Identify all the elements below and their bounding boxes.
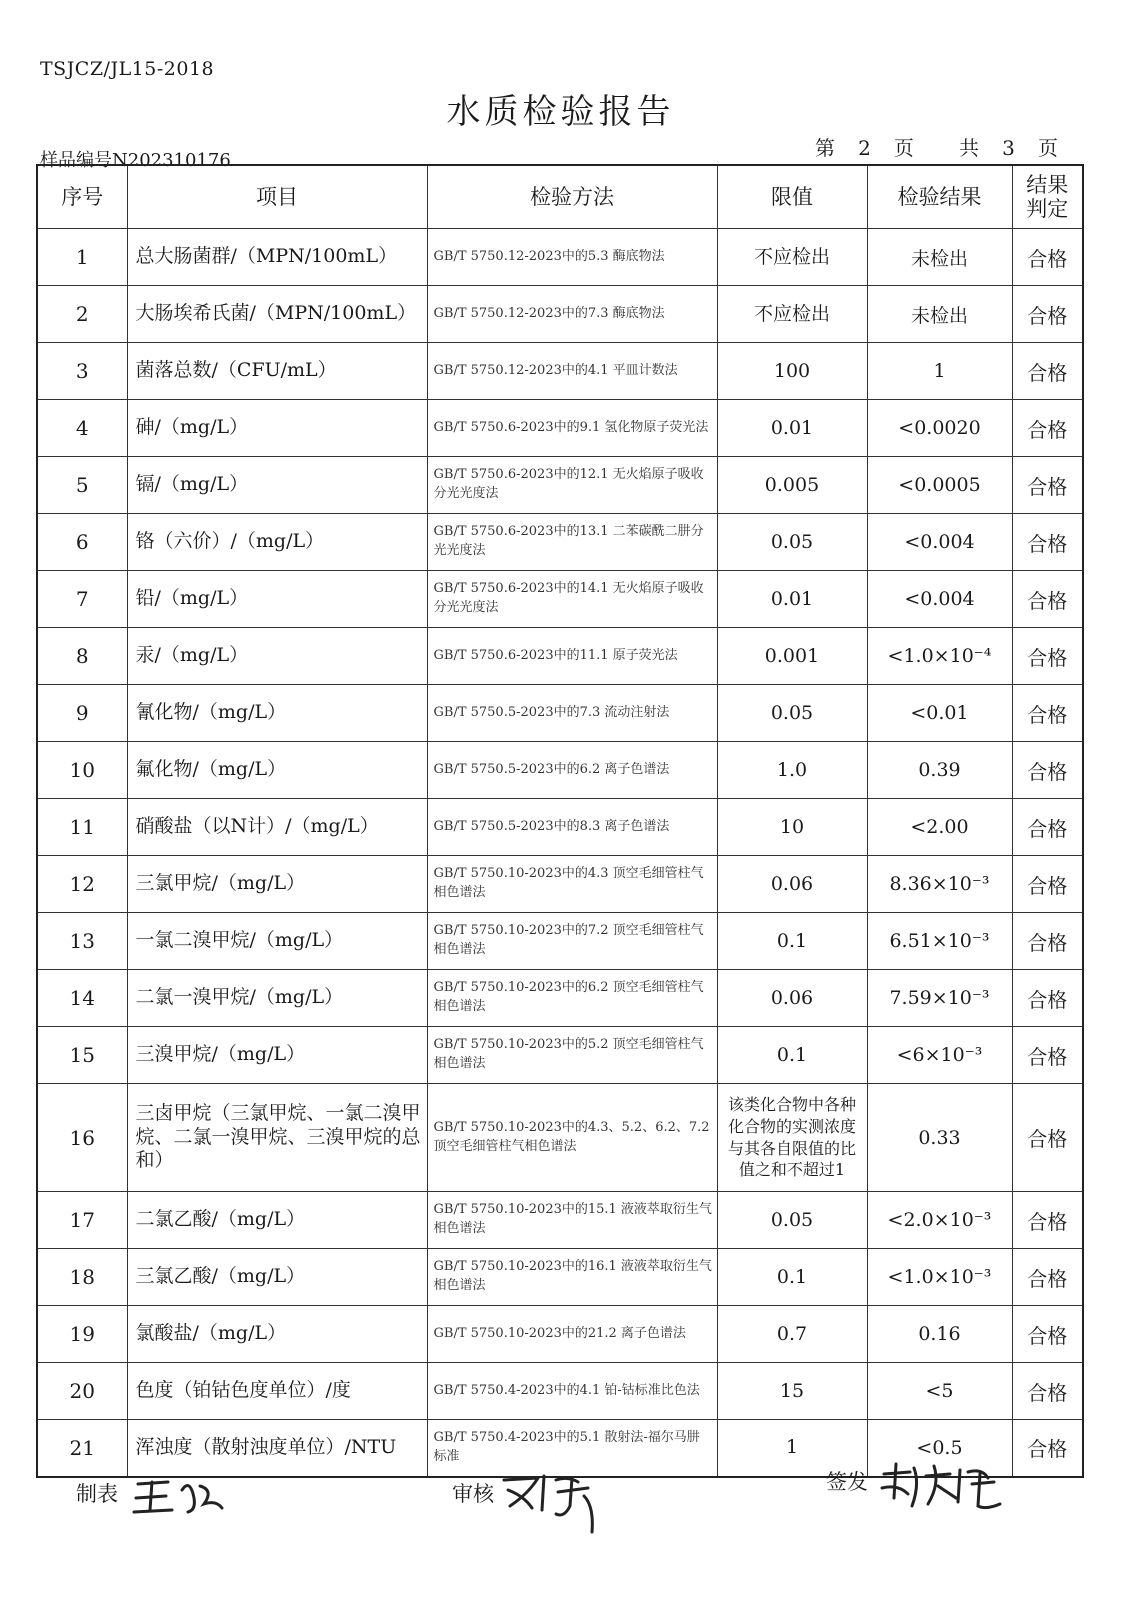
document-code: TSJCZ/JL15-2018 [40,58,215,80]
test-method: GB/T 5750.12-2023中的4.1 平皿计数法 [427,343,717,400]
judgement: 合格 [1012,1363,1083,1420]
table-row [37,1306,1083,1363]
test-item: 三氯甲烷/（mg/L） [127,856,427,913]
limit-value: 0.1 [717,1027,867,1084]
test-method: GB/T 5750.12-2023中的5.3 酶底物法 [427,229,717,286]
test-item: 铅/（mg/L） [127,571,427,628]
page-label-post: 页 [1037,136,1059,160]
row-number: 18 [37,1249,127,1306]
judgement: 合格 [1012,457,1083,514]
table-row [37,343,1083,400]
test-result: 未检出 [867,229,1012,286]
report-title: 水质检验报告 [446,92,675,132]
test-method: GB/T 5750.6-2023中的13.1 二苯碳酰二肼分光光度法 [427,514,717,571]
test-result: <6×10⁻³ [867,1027,1012,1084]
issued-by-label: 签发 [826,1470,868,1494]
table-row [37,742,1083,799]
test-result: <2.0×10⁻³ [867,1192,1012,1249]
row-number: 10 [37,742,127,799]
row-number: 16 [37,1084,127,1192]
row-number: 9 [37,685,127,742]
limit-value: 15 [717,1363,867,1420]
test-item: 三卤甲烷（三氯甲烷、一氯二溴甲烷、二氯一溴甲烷、三溴甲烷的总和） [127,1084,427,1192]
row-number: 17 [37,1192,127,1249]
test-item: 三氯乙酸/（mg/L） [127,1249,427,1306]
column-header-no: 序号 [37,165,127,229]
table-row [37,1363,1083,1420]
test-item: 二氯一溴甲烷/（mg/L） [127,970,427,1027]
test-result: 8.36×10⁻³ [867,856,1012,913]
table-row [37,514,1083,571]
reviewed-by-signature [498,1466,608,1536]
limit-value: 1.0 [717,742,867,799]
test-result: <5 [867,1363,1012,1420]
column-header-result: 检验结果 [867,165,1012,229]
test-method: GB/T 5750.5-2023中的6.2 离子色谱法 [427,742,717,799]
table-row [37,856,1083,913]
limit-value: 0.06 [717,856,867,913]
test-result: <2.00 [867,799,1012,856]
limit-value: 0.1 [717,1249,867,1306]
judgement: 合格 [1012,685,1083,742]
test-method: GB/T 5750.6-2023中的12.1 无火焰原子吸收分光光度法 [427,457,717,514]
row-number: 15 [37,1027,127,1084]
test-result: 未检出 [867,286,1012,343]
test-item: 氟化物/（mg/L） [127,742,427,799]
row-number: 3 [37,343,127,400]
judgement: 合格 [1012,1027,1083,1084]
test-result: 6.51×10⁻³ [867,913,1012,970]
test-result: 7.59×10⁻³ [867,970,1012,1027]
judgement: 合格 [1012,913,1083,970]
test-item: 砷/（mg/L） [127,400,427,457]
test-item: 一氯二溴甲烷/（mg/L） [127,913,427,970]
table-row [37,1249,1083,1306]
test-item: 三溴甲烷/（mg/L） [127,1027,427,1084]
test-result: <0.004 [867,514,1012,571]
table-row [37,457,1083,514]
judgement: 合格 [1012,343,1083,400]
limit-value: 0.005 [717,457,867,514]
table-row [37,1084,1083,1192]
judgement: 合格 [1012,799,1083,856]
limit-value: 该类化合物中各种化合物的实测浓度与其各自限值的比值之和不超过1 [717,1084,867,1192]
test-result: <0.004 [867,571,1012,628]
judgement: 合格 [1012,1192,1083,1249]
test-item: 二氯乙酸/（mg/L） [127,1192,427,1249]
judgement: 合格 [1012,1420,1083,1477]
row-number: 6 [37,514,127,571]
test-item: 大肠埃希氏菌/（MPN/100mL） [127,286,427,343]
issued-by-signature [876,1454,1006,1524]
limit-value: 0.7 [717,1306,867,1363]
limit-value: 不应检出 [717,229,867,286]
test-item: 氯酸盐/（mg/L） [127,1306,427,1363]
test-item: 氰化物/（mg/L） [127,685,427,742]
table-row [37,400,1083,457]
test-item: 色度（铂钴色度单位）/度 [127,1363,427,1420]
row-number: 19 [37,1306,127,1363]
judgement: 合格 [1012,286,1083,343]
table-row [37,286,1083,343]
test-result: <1.0×10⁻⁴ [867,628,1012,685]
page-total: 3 [1002,136,1016,160]
judgement: 合格 [1012,571,1083,628]
test-method: GB/T 5750.5-2023中的8.3 离子色谱法 [427,799,717,856]
row-number: 5 [37,457,127,514]
table-row [37,799,1083,856]
judgement: 合格 [1012,742,1083,799]
limit-value: 0.01 [717,400,867,457]
test-method: GB/T 5750.10-2023中的6.2 顶空毛细管柱气相色谱法 [427,970,717,1027]
limit-value: 0.1 [717,913,867,970]
column-header-limit: 限值 [717,165,867,229]
page-label-pre: 第 [815,136,836,160]
row-number: 2 [37,286,127,343]
table-row [37,685,1083,742]
test-result: <0.01 [867,685,1012,742]
column-header-item: 项目 [127,165,427,229]
sample-number: 样品编号N202310176 [40,150,231,171]
judgement: 合格 [1012,856,1083,913]
results-table [36,164,1084,1478]
reviewed-by-label: 审核 [452,1482,494,1506]
test-method: GB/T 5750.6-2023中的14.1 无火焰原子吸收分光光度法 [427,571,717,628]
made-by-signature [130,1470,230,1520]
page-indicator [815,132,1059,161]
test-result: 1 [867,343,1012,400]
limit-value: 0.001 [717,628,867,685]
test-method: GB/T 5750.10-2023中的7.2 顶空毛细管柱气相色谱法 [427,913,717,970]
row-number: 14 [37,970,127,1027]
limit-value: 10 [717,799,867,856]
row-number: 20 [37,1363,127,1420]
limit-value: 0.05 [717,685,867,742]
test-item: 汞/（mg/L） [127,628,427,685]
test-item: 菌落总数/（CFU/mL） [127,343,427,400]
judgement: 合格 [1012,628,1083,685]
test-method: GB/T 5750.6-2023中的11.1 原子荧光法 [427,628,717,685]
limit-value: 0.01 [717,571,867,628]
judgement: 合格 [1012,970,1083,1027]
test-method: GB/T 5750.12-2023中的7.3 酶底物法 [427,286,717,343]
test-result: <0.0005 [867,457,1012,514]
row-number: 1 [37,229,127,286]
judgement: 合格 [1012,1249,1083,1306]
row-number: 4 [37,400,127,457]
test-method: GB/T 5750.4-2023中的5.1 散射法-福尔马肼标准 [427,1420,717,1477]
test-item: 镉/（mg/L） [127,457,427,514]
test-method: GB/T 5750.10-2023中的4.3 顶空毛细管柱气相色谱法 [427,856,717,913]
test-item: 硝酸盐（以N计）/（mg/L） [127,799,427,856]
column-header-method: 检验方法 [427,165,717,229]
test-result: <0.5 [867,1420,1012,1477]
page-total-label: 共 [959,136,981,160]
test-method: GB/T 5750.10-2023中的4.3、5.2、6.2、7.2 顶空毛细管柱气相色谱法 [427,1084,717,1192]
row-number: 13 [37,913,127,970]
column-header-judgement: 结果判定 [1012,165,1083,229]
row-number: 21 [37,1420,127,1477]
judgement: 合格 [1012,514,1083,571]
table-header-row [37,165,1083,229]
page-label-mid: 页 [893,136,915,160]
test-method: GB/T 5750.10-2023中的16.1 液液萃取衍生气相色谱法 [427,1249,717,1306]
limit-value: 0.05 [717,514,867,571]
test-result: <1.0×10⁻³ [867,1249,1012,1306]
page-current: 2 [858,136,872,160]
row-number: 8 [37,628,127,685]
limit-value: 1 [717,1420,867,1477]
test-method: GB/T 5750.10-2023中的21.2 离子色谱法 [427,1306,717,1363]
judgement: 合格 [1012,400,1083,457]
test-method: GB/T 5750.6-2023中的9.1 氢化物原子荧光法 [427,400,717,457]
test-item: 浑浊度（散射浊度单位）/NTU [127,1420,427,1477]
limit-value: 不应检出 [717,286,867,343]
test-item: 铬（六价）/（mg/L） [127,514,427,571]
judgement: 合格 [1012,229,1083,286]
test-result: 0.33 [867,1084,1012,1192]
test-method: GB/T 5750.5-2023中的7.3 流动注射法 [427,685,717,742]
judgement: 合格 [1012,1084,1083,1192]
table-row [37,1192,1083,1249]
test-item: 总大肠菌群/（MPN/100mL） [127,229,427,286]
test-result: 0.39 [867,742,1012,799]
test-result: <0.0020 [867,400,1012,457]
made-by-label: 制表 [76,1482,118,1506]
limit-value: 0.05 [717,1192,867,1249]
table-row [37,628,1083,685]
judgement: 合格 [1012,1306,1083,1363]
table-row [37,229,1083,286]
row-number: 7 [37,571,127,628]
table-row [37,571,1083,628]
row-number: 12 [37,856,127,913]
row-number: 11 [37,799,127,856]
test-result: 0.16 [867,1306,1012,1363]
limit-value: 100 [717,343,867,400]
table-row [37,970,1083,1027]
limit-value: 0.06 [717,970,867,1027]
table-row [37,913,1083,970]
table-row [37,1027,1083,1084]
test-method: GB/T 5750.10-2023中的15.1 液液萃取衍生气相色谱法 [427,1192,717,1249]
test-method: GB/T 5750.10-2023中的5.2 顶空毛细管柱气相色谱法 [427,1027,717,1084]
test-method: GB/T 5750.4-2023中的4.1 铂-钴标准比色法 [427,1363,717,1420]
